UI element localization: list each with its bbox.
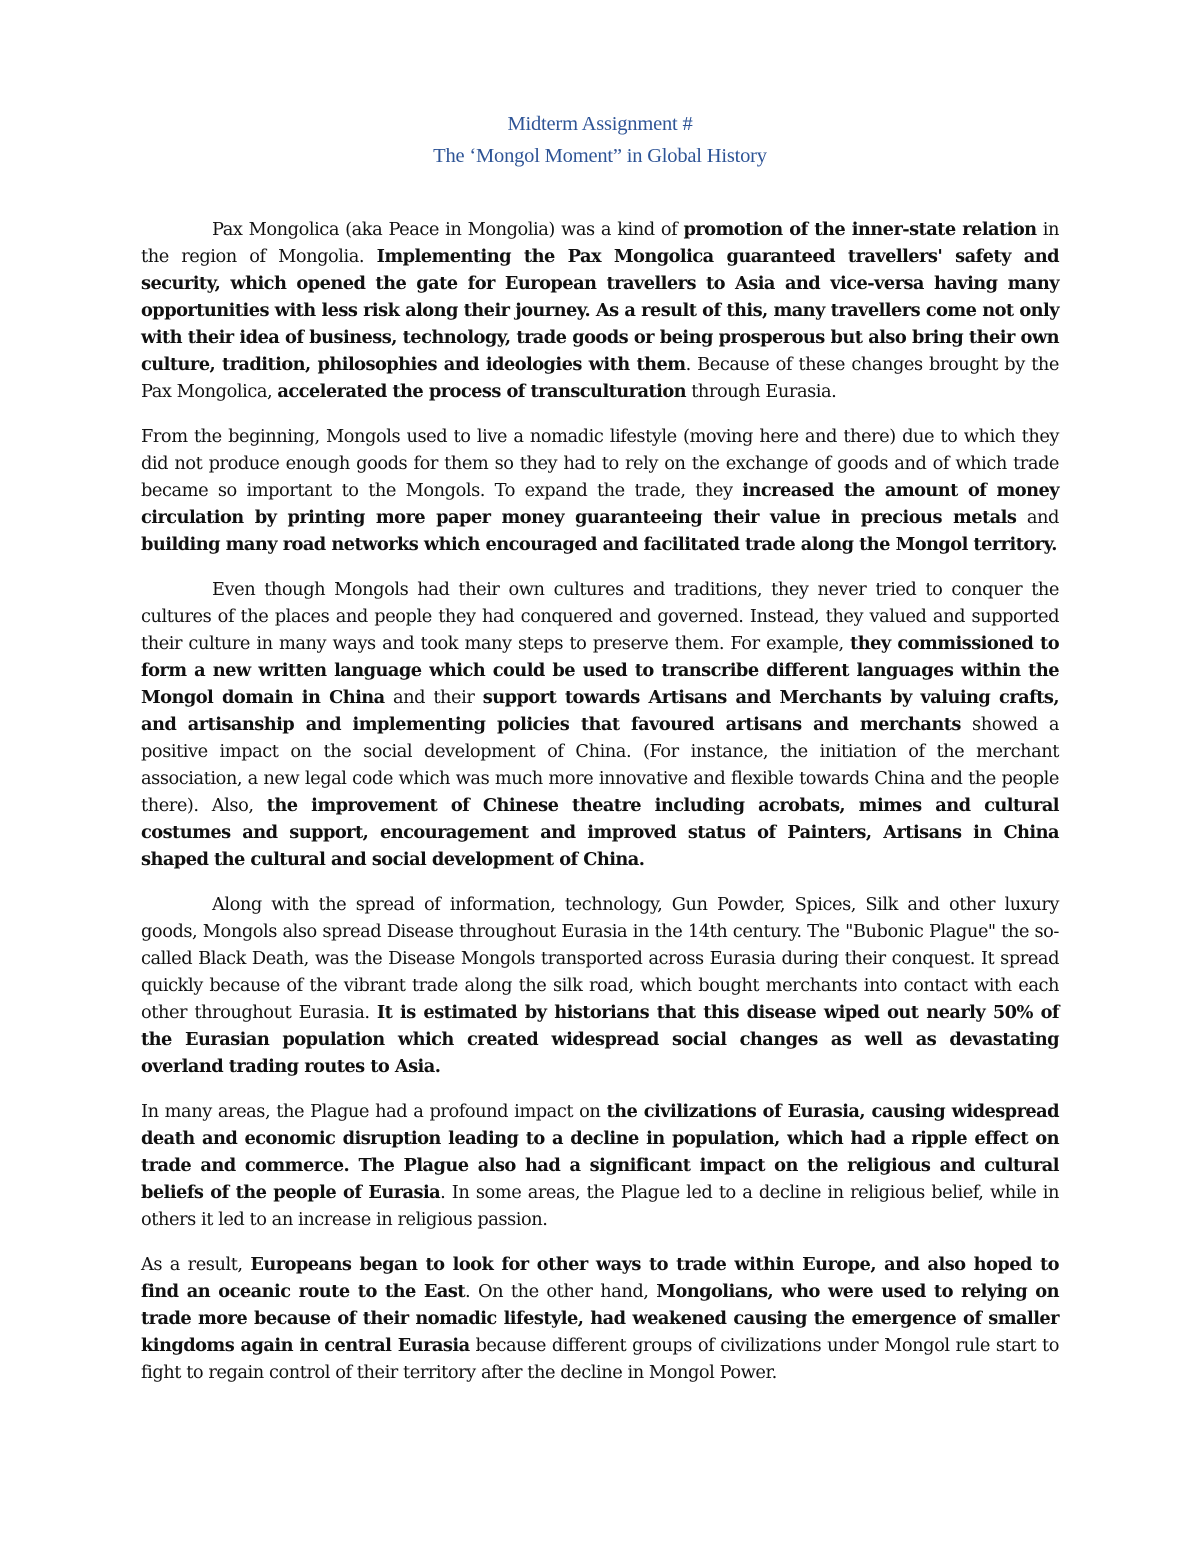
body-text: in the region of Mongolia.: [141, 219, 1059, 267]
body-text: Along with the spread of information, technology, Gun Powder, Spices, Silk and other luxury goods, Mongols also spread Disease throughout Eurasia in the 14th century. The "Bubonic Plague" the so-called Black Death, was the Disease Mongols transported across Eurasia during their conquest. It spread quickly because of the vibrant trade along the silk road, which bought merchants into contact with each other throughout Eurasia.: [141, 894, 1059, 1023]
title-line-assignment: Midterm Assignment #: [507, 113, 693, 135]
bold-text: Europeans began to look for other ways to trade within Europe, and also hoped to find an oceanic route to the East: [141, 1254, 1059, 1302]
body-text: As a result,: [141, 1254, 251, 1275]
bold-text: the civilizations of Eurasia, causing widespread death and economic disruption leading to a decline in population, which had a ripple effect on trade and commerce. The Plague also had a significant impact on the religious and cultural beliefs of the people of Eurasia: [141, 1101, 1060, 1203]
paragraph-6: [141, 1251, 1059, 1386]
bold-text: building many road networks which encouraged and facilitated trade along the Mongol territory.: [141, 534, 1057, 555]
bold-text: promotion of the inner-state relation: [683, 219, 1037, 240]
paragraph-2: [141, 423, 1059, 558]
bold-text: the improvement of Chinese theatre including acrobats, mimes and cultural costumes and support, encouragement and improved status of Painters, Artisans in China shaped the cultural and social development of China.: [141, 795, 1059, 870]
body-text: In many areas, the Plague had a profound impact on: [141, 1101, 607, 1122]
body-text: From the beginning, Mongols used to live a nomadic lifestyle (moving here and there) due to which they did not produce enough goods for them so they had to rely on the exchange of goods and of which trade became so important to the Mongols. To expand the trade, they: [141, 426, 1059, 501]
document-title: [141, 108, 1059, 172]
bold-text: increased the amount of money circulation by printing more paper money guaranteeing their value in precious metals: [141, 480, 1059, 528]
body-text: and: [1016, 507, 1059, 528]
paragraph-3: [141, 576, 1059, 873]
body-text: . In some areas, the Plague led to a decline in religious belief, while in others it led to an increase in religious passion.: [141, 1182, 1059, 1230]
bold-text: It is estimated by historians that this disease wiped out nearly 50% of the Eurasian population which created widespread social changes as well as devastating overland trading routes to Asia.: [141, 1002, 1059, 1077]
bold-text: they commissioned to form a new written language which could be used to transcribe different languages within the Mongol domain in China: [141, 633, 1059, 708]
body-text: . On the other hand,: [465, 1281, 657, 1302]
body-text: Pax Mongolica (aka Peace in Mongolia) was a kind of: [212, 219, 684, 240]
bold-text: accelerated the process of transculturation: [277, 381, 687, 402]
bold-text: support towards Artisans and Merchants by valuing crafts, and artisanship and implementing policies that favoured artisans and merchants: [141, 687, 1059, 735]
paragraph-1: [141, 216, 1059, 405]
title-line-topic: The ‘Mongol Moment” in Global History: [433, 145, 767, 167]
body-text: and their: [384, 687, 483, 708]
body-text: . Because of these changes brought by the Pax Mongolica,: [141, 354, 1059, 402]
document-body: [141, 216, 1059, 1386]
paragraph-4: [141, 891, 1059, 1080]
body-text: Even though Mongols had their own cultures and traditions, they never tried to conquer the cultures of the places and people they had conquered and governed. Instead, they valued and supported their culture in many ways and took many steps to preserve them. For example,: [141, 579, 1059, 654]
body-text: showed a positive impact on the social development of China. (For instance, the initiation of the merchant association, a new legal code which was much more innovative and flexible towards China and the people there). Also,: [141, 714, 1059, 816]
bold-text: Mongolians, who were used to relying on trade more because of their nomadic lifestyle, had weakened causing the emergence of smaller kingdoms again in central Eurasia: [141, 1281, 1059, 1356]
paragraph-5: [141, 1098, 1059, 1233]
body-text: through Eurasia.: [686, 381, 837, 402]
bold-text: Implementing the Pax Mongolica guaranteed travellers' safety and security, which opened the gate for European travellers to Asia and vice-versa having many opportunities with less risk along their journey. As a result of this, many travellers come not only with their idea of business, technology, trade goods or being prosperous but also bring their own culture, tradition, philosophies and ideologies with them: [141, 246, 1059, 375]
body-text: because different groups of civilizations under Mongol rule start to fight to regain control of their territory after the decline in Mongol Power.: [141, 1335, 1059, 1383]
